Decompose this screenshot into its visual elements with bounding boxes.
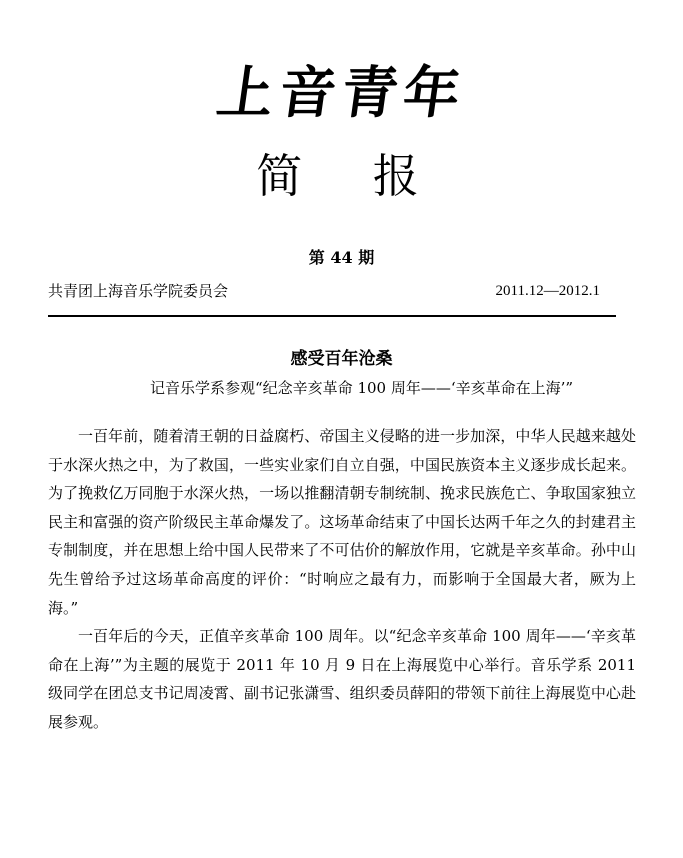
header-divider: [48, 315, 616, 317]
article-subtitle: 记音乐学系参观“纪念辛亥革命 100 周年——‘辛亥革命在上海’”: [150, 379, 574, 397]
article-body: [48, 422, 636, 737]
article-title: 感受百年沧桑: [290, 349, 393, 369]
date-range: 2011.12—2012.1: [495, 283, 600, 299]
organization-name: 共青团上海音乐学院委员会: [48, 282, 229, 300]
meta-row: [48, 279, 614, 303]
bulletin-subtitle: 简 报: [256, 149, 447, 203]
article-paragraph: 一百年后的今天，正值辛亥革命 100 周年。以“纪念辛亥革命 100 周年——‘辛亥革命在上海’”为主题的展览于 2011 年 10 月 9 日在上海展览中心举行。音乐学系 2011 级同学在团总支书记周凌霄、副书记张潇雪、组织委员薛阳的带领下前往上海展览中心赴展参观。: [48, 627, 636, 731]
masthead-title: 上音青年: [213, 61, 471, 126]
issue-number: 第 44 期: [308, 248, 375, 267]
article-paragraph: 一百年前，随着清王朝的日益腐朽、帝国主义侵略的进一步加深，中华人民越来越处于水深火热之中，为了救国，一些实业家们自立自强，中国民族资本主义逐步成长起来。为了挽救亿万同胞于水深火热，一场以推翻清朝专制统制、挽求民族危亡、争取国家独立民主和富强的资产阶级民主革命爆发了。这场革命结束了中国长达两千年之久的封建君主专制制度，并在思想上给中国人民带来了不可估价的解放作用，它就是辛亥革命。孙中山先生曾给予过这场革命高度的评价：“时响应之最有力，而影响于全国最大者，厥为上海。”: [48, 427, 636, 617]
